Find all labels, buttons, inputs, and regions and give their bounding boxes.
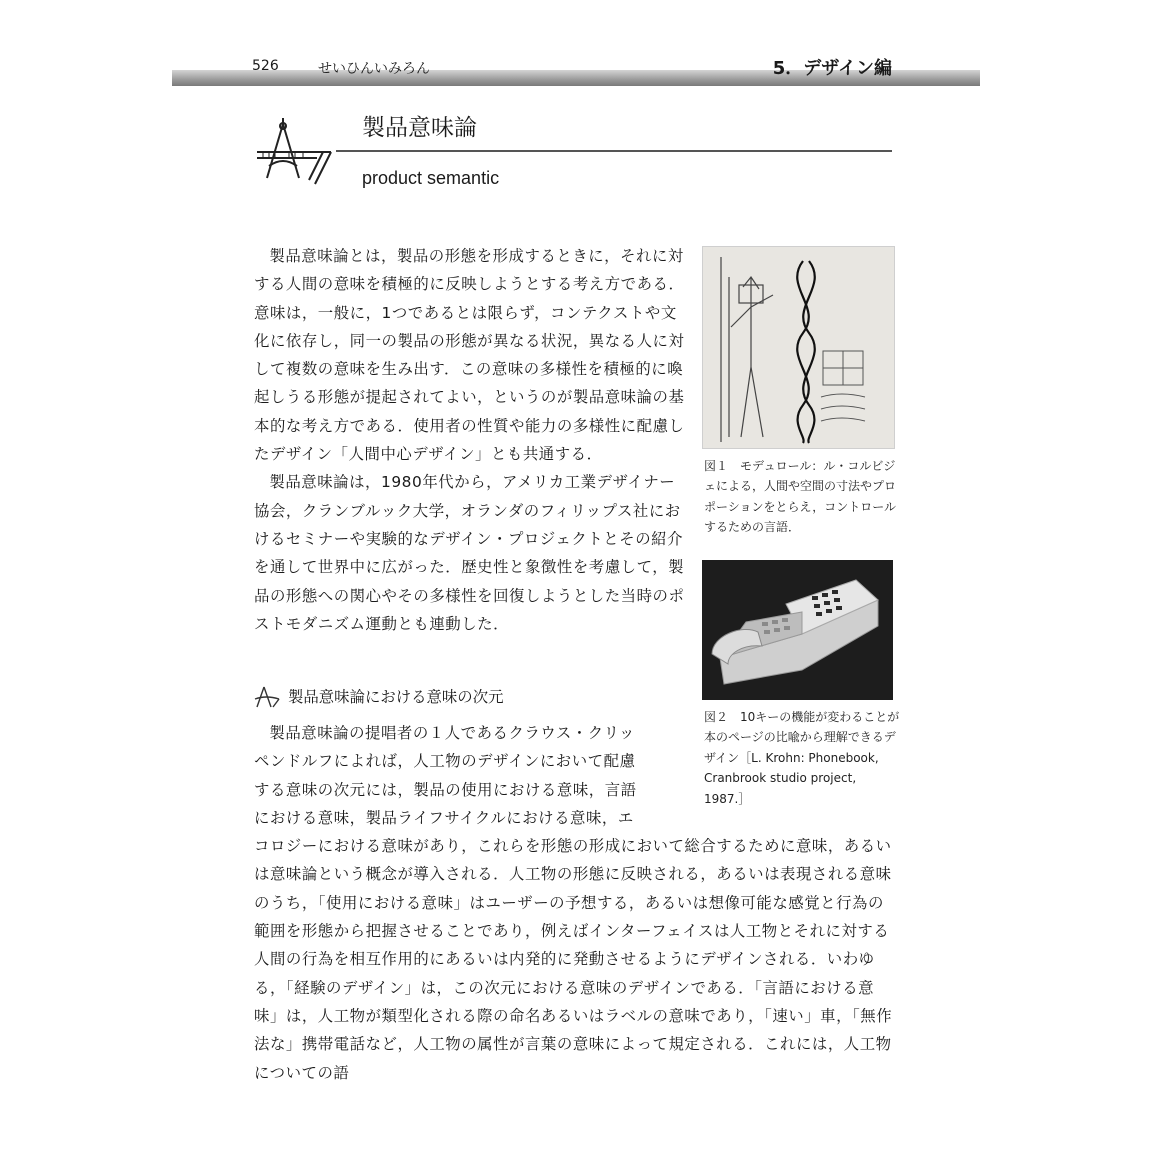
text-line: ペンドルフによれば，人工物のデザインにおいて配慮 (254, 752, 636, 771)
page-number: 526 (252, 58, 279, 74)
paragraph-2: 製品意味論は，1980年代から，アメリカ工業デザイナー協会，クランブルック大学，オランダのフィリップス社におけるセミナーや実験的なデザイン・プロジェクトとその紹介を通して世界中に広がった．歴史性と象徴性を考慮して，製品の形態への関心やその多様性を回復しようとした当時のポストモダニズム運動とも連動した． (254, 473, 685, 633)
figure-2-caption: 図２ 10キーの機能が変わることが本のページの比喩から理解できるデザイン［L. Krohn: Phonebook, Cranbrook studio project, 1987.］ (704, 710, 900, 806)
paragraph-3-continued: コロジーにおける意味があり，これらを形態の形成において総合するために意味，あるいは意味論という概念が導入される．人工物の形態に反映される，あるいは表現される意味のうち，「使用における意味」はユーザーの予想する，あるいは想像可能な感覚と行為の範囲を形態から把握させることであり，例えばインターフェイスは人工物とそれに対する人間の行為を相互作用的にあるいは内発的に発動させるようにデザインされる．いわゆる，「経験のデザイン」は，この次元における意味のデザインである．「言語における意味」は，人工物が類型化される際の命名あるいはラベルの意味であり，「速い」車，「無作法な」携帯電話など，人工物の属性が言葉の意味によって規定される．これには，人工物についての語 (254, 837, 893, 1082)
text-line: における意味，製品ライフサイクルにおける意味，エ (254, 808, 634, 827)
compass-bullet-icon (254, 686, 280, 717)
drafting-compass-icon (255, 116, 335, 190)
subsection-heading-label: 製品意味論における意味の次元 (288, 688, 504, 706)
figure-2-phonebook-image (702, 560, 893, 700)
running-title: せいひんいみろん (318, 61, 430, 77)
entry-subtitle: product semantic (362, 168, 500, 188)
paragraph-1: 製品意味論とは，製品の形態を形成するときに，それに対する人間の意味を積極的に反映しようとする考え方である．意味は，一般に，1つであるとは限らず，コンテクストや文化に依存し，同一の製品の形態が異なる状況，異なる人に対して複数の意味を生み出す．この意味の多様性を積極的に喚起しうる形態が提起されてよい，というのが製品意味論の基本的な考え方である．使用者の性質や能力の多様性に配慮したデザイン「人間中心デザイン」とも共通する． (254, 247, 685, 464)
subsection-heading (254, 683, 690, 711)
body-column (254, 242, 690, 638)
text-line: 製品意味論の提唱者の１人であるクラウス・クリッ (269, 724, 635, 742)
title-rule (336, 150, 892, 152)
text-line: する意味の次元には，製品の使用における意味，言語 (254, 780, 637, 799)
figure-1-caption: 図１ モデュロール：ル・コルビジェによる，人間や空間の寸法やプロポーションをとらえ，コントロールするための言語． (704, 459, 897, 535)
figure-1-modulor-image (702, 246, 895, 449)
entry-title: 製品意味論 (362, 115, 477, 141)
section-label: 5．デザイン編 (772, 58, 892, 79)
